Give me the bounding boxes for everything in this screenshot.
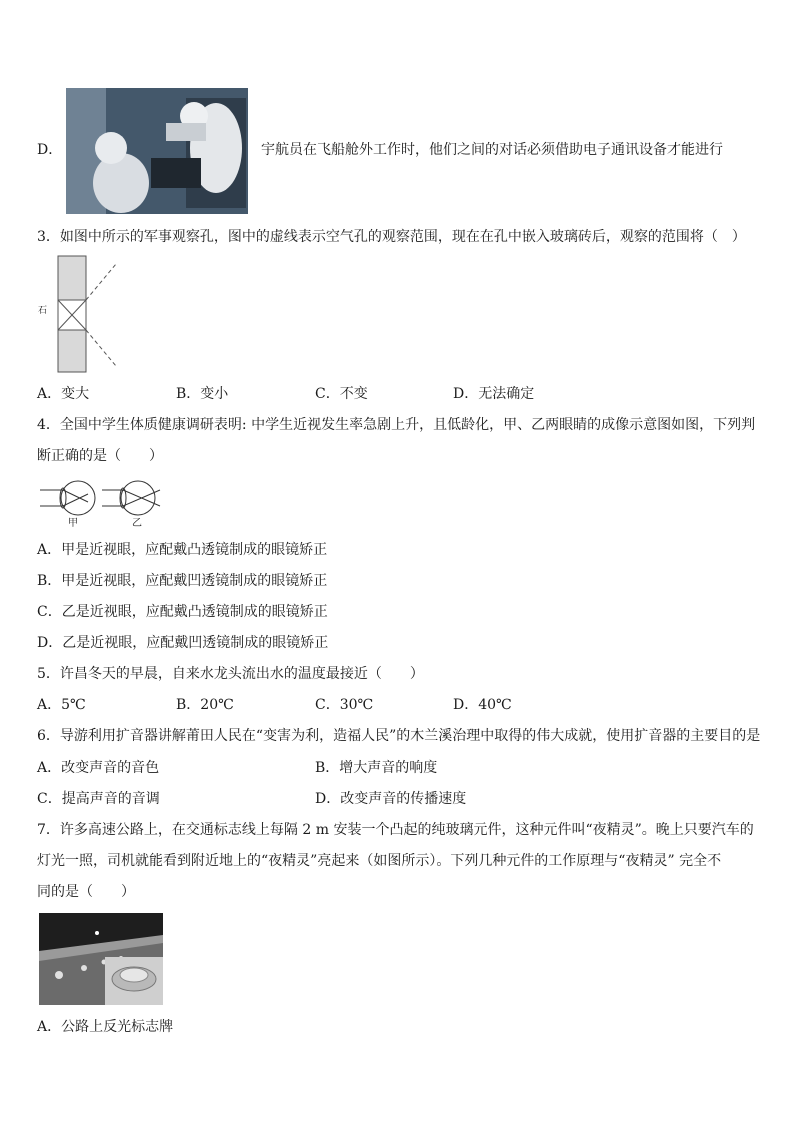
q4-fig-label-yi: 乙 xyxy=(132,518,142,529)
q4-option-a: A．甲是近视眼，应配戴凸透镜制成的眼镜矫正 xyxy=(37,542,328,558)
q3-fig-label: 石 xyxy=(38,306,48,316)
q3-option-c: C．不变 xyxy=(315,386,368,402)
q5-stem: 5．许昌冬天的早晨，自来水龙头流出水的温度最接近（ ） xyxy=(37,666,424,682)
q7-stem-line2: 灯光一照，司机就能看到附近地上的“夜精灵”亮起来（如图所示）。下列几种元件的工作原理与“夜精灵” 完全不 xyxy=(37,853,722,869)
q4-fig-label-jia: 甲 xyxy=(68,518,78,529)
q3-option-d: D．无法确定 xyxy=(453,386,535,402)
q4-stem-line1: 4．全国中学生体质健康调研表明: 中学生近视发生率急剧上升，且低龄化，甲、乙两眼睛的成像示意图如图，下列判 xyxy=(37,417,756,433)
road-reflector-photo xyxy=(39,913,163,1005)
q7-stem-line3: 同的是（ ） xyxy=(37,884,135,900)
q4-eye-diagram xyxy=(38,476,162,534)
q5-option-d: D．40℃ xyxy=(453,697,512,713)
astronaut-photo xyxy=(66,88,248,214)
q6-stem: 6．导游利用扩音器讲解莆田人民在“变害为利，造福人民”的木兰溪治理中取得的伟大成就，使用扩音器的主要目的是 xyxy=(37,728,761,744)
q6-option-b: B．增大声音的响度 xyxy=(315,760,438,776)
q2-option-d-letter: D． xyxy=(37,142,63,158)
q4-option-d: D．乙是近视眼，应配戴凹透镜制成的眼镜矫正 xyxy=(37,635,329,651)
q3-observation-hole-figure xyxy=(36,254,126,374)
q3-option-a: A．变大 xyxy=(37,386,90,402)
q6-option-c: C．提高声音的音调 xyxy=(37,791,160,807)
q3-stem: 3．如图中所示的军事观察孔，图中的虚线表示空气孔的观察范围，现在在孔中嵌入玻璃砖后，观察的范围将（ ） xyxy=(37,229,746,245)
q4-option-b: B．甲是近视眼，应配戴凹透镜制成的眼镜矫正 xyxy=(37,573,328,589)
q2-option-d-text: 宇航员在飞船舱外工作时，他们之间的对话必须借助电子通讯设备才能进行 xyxy=(261,142,723,158)
q5-option-a: A．5℃ xyxy=(37,697,86,713)
q5-option-c: C．30℃ xyxy=(315,697,374,713)
q5-option-b: B．20℃ xyxy=(176,697,234,713)
q4-option-c: C．乙是近视眼，应配戴凸透镜制成的眼镜矫正 xyxy=(37,604,328,620)
q7-option-a: A．公路上反光标志牌 xyxy=(37,1019,174,1035)
q6-option-d: D．改变声音的传播速度 xyxy=(315,791,467,807)
q3-option-b: B．变小 xyxy=(176,386,229,402)
q7-stem-line1: 7．许多高速公路上，在交通标志线上每隔 2 m 安装一个凸起的纯玻璃元件，这种元件叫“夜精灵”。晚上只要汽车的 xyxy=(37,822,754,838)
q6-option-a: A．改变声音的音色 xyxy=(37,760,160,776)
q4-stem-line2: 断正确的是（ ） xyxy=(37,448,163,464)
